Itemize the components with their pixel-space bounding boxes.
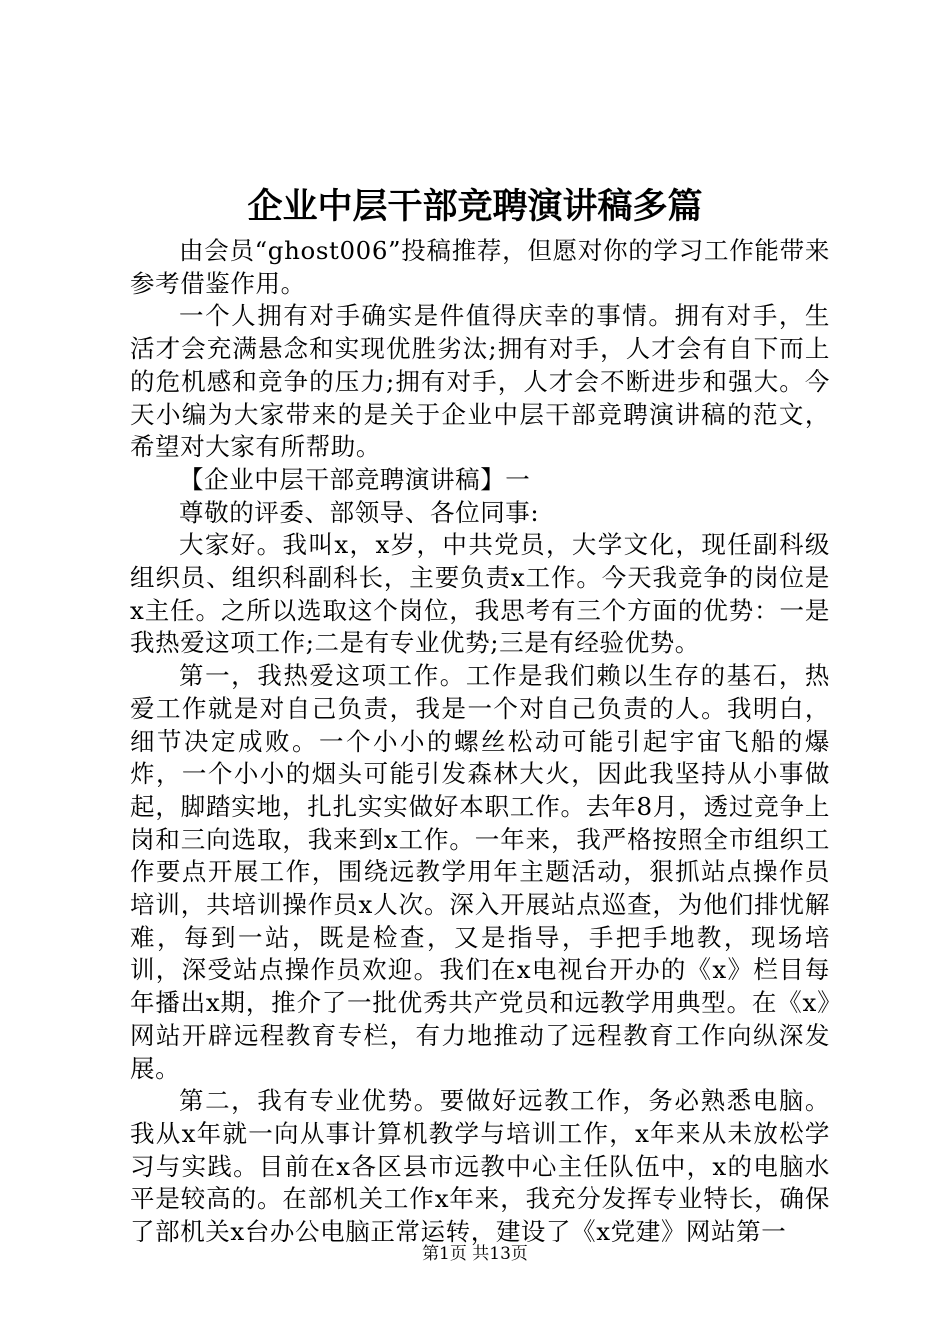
- paragraph-salutation: 尊敬的评委、部领导、各位同事:: [179, 497, 540, 527]
- paragraph-point-two: 第二，我有专业优势。要做好远教工作，务必熟悉电脑。我从x年就一向从事计算机教学与培训工作，x年来从未放松学习与实践。目前在x各区县市远教中心主任队伍中，x的电脑水平是较高的。在部机关工作x年来，我充分发挥专业特长，确保了部机关x台办公电脑正常运转，建设了《x党建》网站第一: [130, 1086, 830, 1247]
- paragraph-intro: 由会员“ghost006”投稿推荐，但愿对你的学习工作能带来参考借鉴作用。: [130, 236, 830, 298]
- page-indicator: 第1页 共13页: [422, 1244, 528, 1264]
- document-body: [130, 235, 830, 1249]
- page-footer: [0, 1242, 950, 1266]
- section-heading: 【企业中层干部竞聘演讲稿】一: [179, 464, 531, 494]
- paragraph-point-one: 第一，我热爱这项工作。工作是我们赖以生存的基石，热爱工作就是对自己负责，我是一个对自己负责的人。我明白，细节决定成败。一个小小的螺丝松动可能引起宇宙飞船的爆炸，一个小小的烟头可能引发森林大火，因此我坚持从小事做起，脚踏实地，扎扎实实做好本职工作。去年8月，透过竞争上岗和三向选取，我来到x工作。一年来，我严格按照全市组织工作要点开展工作，围绕远教学用年主题活动，狠抓站点操作员培训，共培训操作员x人次。深入开展站点巡查，为他们排忧解难，每到一站，既是检查，又是指导，手把手地教，现场培训，深受站点操作员欢迎。我们在x电视台开办的《x》栏目每年播出x期，推介了一批优秀共产党员和远教学用典型。在《x》网站开辟远程教育专栏，有力地推动了远程教育工作向纵深发展。: [130, 661, 830, 1083]
- paragraph-self-introduction: 大家好。我叫x，x岁，中共党员，大学文化，现任副科级组织员、组织科副科长，主要负责x工作。今天我竞争的岗位是x主任。之所以选取这个岗位，我思考有三个方面的优势：一是我热爱这项工作;二是有专业优势;三是有经验优势。: [130, 530, 830, 658]
- document-title: 企业中层干部竞聘演讲稿多篇: [247, 186, 703, 227]
- paragraph-preface: 一个人拥有对手确实是件值得庆幸的事情。拥有对手，生活才会充满悬念和实现优胜劣汰;拥有对手，人才会有自下而上的危机感和竞争的压力;拥有对手，人才会不断进步和强大。今天小编为大家带来的是关于企业中层干部竞聘演讲稿的范文，希望对大家有所帮助。: [130, 301, 830, 462]
